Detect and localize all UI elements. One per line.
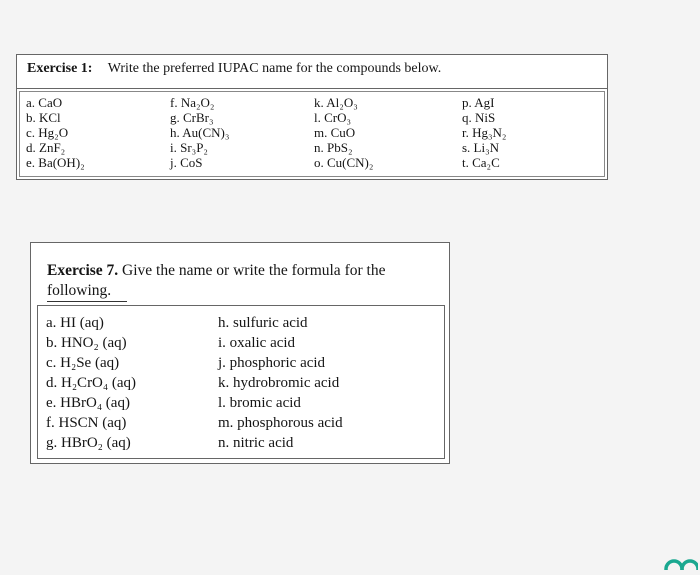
compound-item: l. CrO₃ — [314, 110, 352, 125]
acid-formula-column — [46, 313, 136, 453]
compound-item: r. Hg₃N₂ — [462, 125, 507, 140]
acid-item: f. HSCN (aq) — [46, 415, 127, 431]
acid-item: m. phosphorous acid — [218, 415, 343, 431]
compound-item: o. Cu(CN)₂ — [314, 155, 374, 170]
compound-item: p. AgI — [462, 95, 495, 110]
acid-item: b. HNO₂ (aq) — [46, 335, 127, 351]
exercise-1-instruction: Write the preferred IUPAC name for the compounds below. — [107, 61, 442, 76]
compound-item: q. NiS — [462, 110, 496, 125]
exercise-1-label: Exercise 1: — [27, 61, 93, 76]
acid-item: k. hydrobromic acid — [218, 375, 340, 391]
compound-item: g. CrBr₃ — [170, 110, 214, 125]
compound-item: a. CaO — [26, 95, 63, 110]
compound-item: k. Al₂O₃ — [314, 95, 358, 110]
exercise-7-item-grid — [37, 305, 445, 459]
exercise-7-header — [47, 261, 437, 301]
exercise-1-table — [16, 54, 608, 180]
compound-item: e. Ba(OH)₂ — [26, 155, 85, 170]
acid-item: j. phosphoric acid — [218, 355, 326, 371]
compound-item: m. CuO — [314, 125, 356, 140]
acid-item: c. H₂Se (aq) — [46, 355, 120, 371]
exercise-1-header — [17, 55, 607, 89]
acid-item: e. HBrO₄ (aq) — [46, 395, 130, 411]
compound-item: d. ZnF₂ — [26, 140, 66, 155]
exercise-1-compound-grid — [19, 91, 605, 177]
compound-item: t. Ca₂C — [462, 155, 500, 170]
compound-column-4 — [462, 95, 506, 170]
compound-item: c. Hg₂O — [26, 125, 69, 140]
compound-item: s. Li₃N — [462, 140, 500, 155]
acid-name-column — [218, 313, 343, 453]
acid-item: l. bromic acid — [218, 395, 301, 411]
acid-item: d. H₂CrO₄ (aq) — [46, 375, 137, 391]
acid-item: i. oxalic acid — [218, 335, 296, 351]
exercise-7-instruction: Give the name or write the formula for the following. — [47, 262, 386, 299]
compound-column-1 — [26, 95, 85, 170]
acid-item: a. HI (aq) — [46, 315, 104, 331]
acid-item: h. sulfuric acid — [218, 315, 308, 331]
compound-item: b. KCl — [26, 110, 61, 125]
exercise-7-label: Exercise 7. — [47, 262, 119, 279]
compound-item: h. Au(CN)₃ — [170, 125, 230, 140]
compound-item: j. CoS — [170, 155, 203, 170]
partial-app-icon[interactable] — [658, 549, 698, 570]
compound-item: n. PbS₂ — [314, 140, 353, 155]
header-underline — [47, 301, 127, 302]
exercise-7-box — [30, 242, 450, 464]
compound-item: i. Sr₃P₂ — [170, 140, 208, 155]
compound-item: f. Na₂O₂ — [170, 95, 215, 110]
acid-item: n. nitric acid — [218, 435, 294, 451]
compound-column-3 — [314, 95, 373, 170]
acid-item: g. HBrO₂ (aq) — [46, 435, 131, 451]
compound-column-2 — [170, 95, 229, 170]
